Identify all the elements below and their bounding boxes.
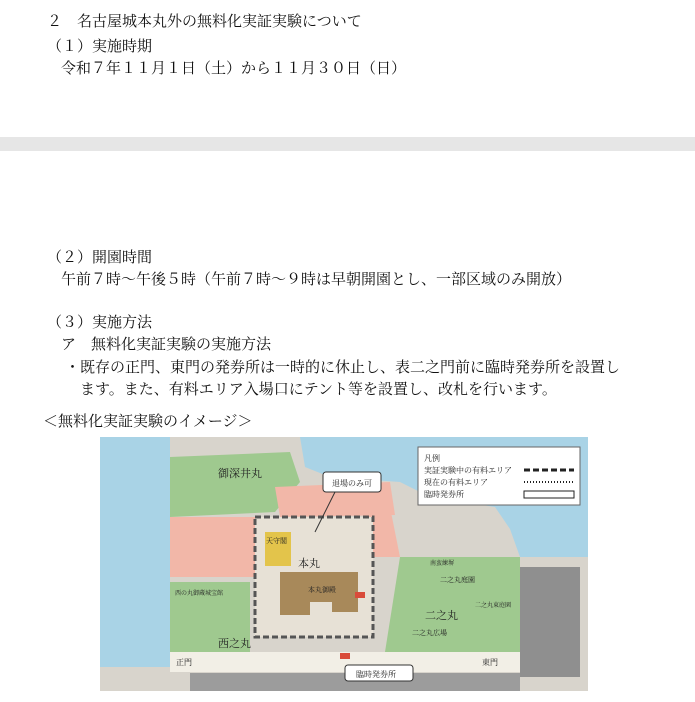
period-text: 令和７年１１月１日（土）から１１月３０日（日） (61, 59, 407, 77)
legend-item-current: 現在の有料エリア (424, 478, 488, 487)
legend-title: 凡例 (424, 454, 440, 463)
legend-item-ticket: 臨時発券所 (424, 490, 464, 499)
label-ofukei: 御深井丸 (218, 467, 262, 480)
label-ninomaru-garden: 二之丸庭園 (440, 576, 475, 584)
subheading-hours: （２）開園時間 (47, 248, 153, 266)
method-subheading: ア 無料化実証実験の実施方法 (61, 335, 272, 353)
gate-marker (355, 592, 365, 598)
label-seimon: 正門 (176, 658, 192, 667)
subheading-period: （１）実施時期 (47, 37, 153, 55)
ticket-marker (340, 653, 350, 659)
method-text-line2: ます。また、有料エリア入場口にテント等を設置し、改札を行います。 (80, 380, 557, 398)
subheading-method: （３）実施方法 (47, 313, 153, 331)
callout-ticket-text: 臨時発券所 (356, 670, 396, 679)
image-caption: ＜無料化実証実験のイメージ＞ (43, 412, 253, 430)
castle-map (100, 437, 588, 691)
label-nishinomaru: 西之丸 (218, 637, 251, 650)
parking-area (520, 567, 580, 677)
method-text-line1: ・既存の正門、東門の発券所は一時的に休止し、表二之門前に臨時発券所を設置し (65, 358, 621, 376)
moat-west (100, 437, 170, 667)
label-kakuoden: 南蛮練塀 (430, 560, 455, 567)
section-heading: ２ 名古屋城本丸外の無料化実証実験について (47, 12, 362, 30)
label-ninomaru: 二之丸 (425, 609, 458, 622)
label-nishinomaru-exhibit: 西の丸御蔵城宝館 (175, 590, 224, 597)
legend-ticket-symbol (524, 491, 574, 498)
page-separator (0, 137, 695, 151)
label-tenshu: 天守閣 (266, 537, 287, 545)
label-honmaru: 本丸 (298, 557, 320, 570)
hours-text: 午前７時〜午後５時（午前７時〜９時は早朝開園とし、一部区域のみ開放） (61, 270, 572, 288)
legend-item-paid-test: 実証実験中の有料エリア (424, 466, 512, 475)
label-ninomaru-plaza: 二之丸広場 (412, 629, 447, 637)
callout-exit-only-text: 退場のみ可 (332, 479, 372, 488)
label-east-garden: 二之丸東庭園 (475, 602, 512, 609)
label-honmaru-palace: 本丸御殿 (308, 586, 336, 594)
label-higashimon: 東門 (482, 658, 498, 667)
